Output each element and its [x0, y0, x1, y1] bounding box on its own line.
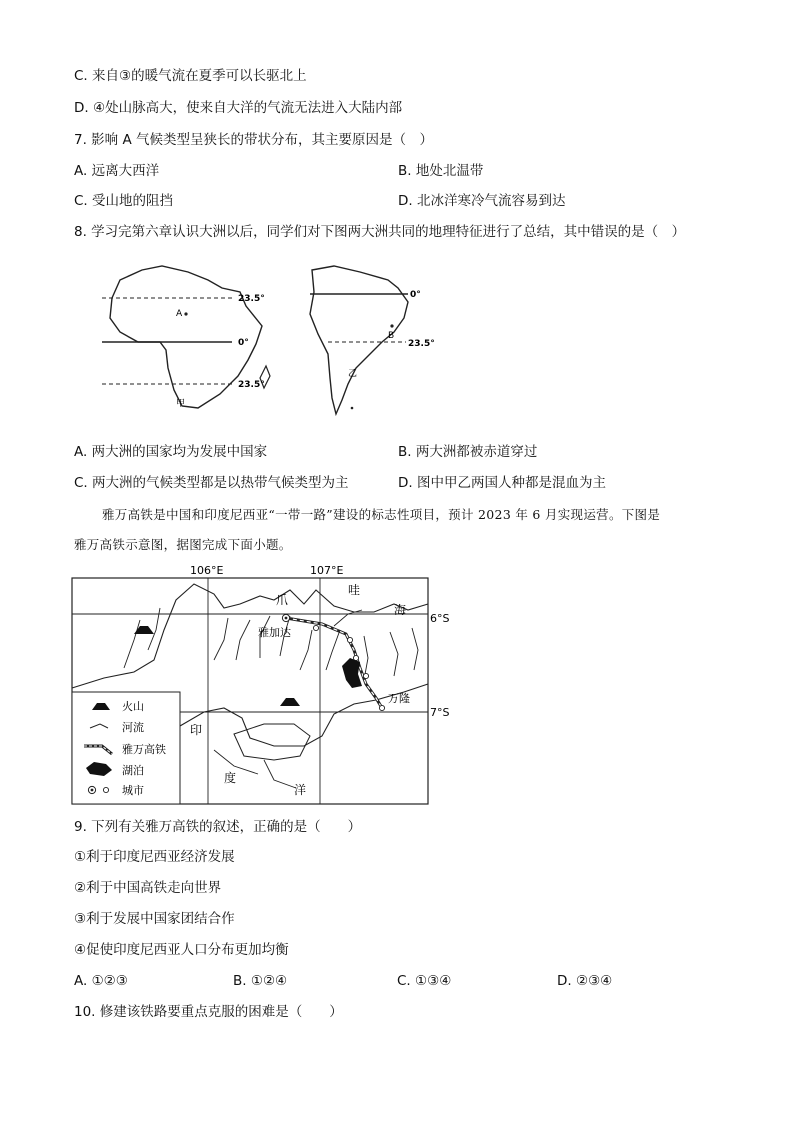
q8-option-a: A. 两大洲的国家均为发展中国家 — [74, 444, 268, 460]
city-marker — [347, 637, 352, 642]
lat-7s-label: 7°S — [430, 706, 450, 719]
volcano-icon — [280, 698, 300, 706]
q10-stem: 10. 修建该铁路要重点克服的困难是（ ） — [74, 1004, 343, 1020]
lake — [342, 658, 362, 688]
q8-stem: 8. 学习完第六章认识大洲以后，同学们对下图两大洲共同的地理特征进行了总结，其中错误的是（ ） — [74, 224, 686, 240]
rail-map — [64, 560, 450, 808]
q9-option-a: A. ①②③ — [74, 973, 128, 989]
south-america-point-b — [390, 324, 393, 327]
q6-option-c: C. 来自③的暖气流在夏季可以长驱北上 — [74, 68, 307, 84]
city-marker — [363, 673, 368, 678]
q7-option-b: B. 地处北温带 — [398, 163, 484, 179]
label-hai: 海 — [394, 603, 407, 617]
label-yang: 洋 — [294, 783, 307, 797]
label-wa: 哇 — [348, 583, 361, 597]
africa-point-a-label: A — [176, 309, 183, 319]
city-jakarta-label: 雅加达 — [258, 626, 291, 639]
q8-option-b: B. 两大洲都被赤道穿过 — [398, 444, 538, 460]
q9-statement-1: ①利于印度尼西亚经济发展 — [74, 849, 235, 865]
legend-volcano-label: 火山 — [122, 700, 144, 713]
q7-option-c: C. 受山地的阻挡 — [74, 193, 174, 209]
q9-statement-2: ②利于中国高铁走向世界 — [74, 880, 222, 896]
q9-statement-3: ③利于发展中国家团结合作 — [74, 911, 235, 927]
africa-point-a — [184, 312, 187, 315]
legend — [72, 692, 180, 804]
q9-option-b: B. ①②④ — [233, 973, 288, 989]
continent-map — [90, 258, 450, 423]
railway-line — [286, 618, 382, 708]
q9-statement-4: ④促使印度尼西亚人口分布更加均衡 — [74, 942, 289, 958]
passage-line-2: 雅万高铁示意图，据图完成下面小题。 — [74, 537, 292, 552]
q9-option-c: C. ①③④ — [397, 973, 452, 989]
legend-city-icon — [103, 787, 108, 792]
africa-south-tropic-label: 23.5° — [238, 380, 265, 390]
lon-107-label: 107°E — [310, 564, 344, 577]
legend-lake-label: 湖泊 — [122, 764, 144, 777]
africa-equator-label: 0° — [238, 338, 249, 348]
q7-stem: 7. 影响 A 气候类型呈狭长的带状分布，其主要原因是（ ） — [74, 132, 433, 148]
label-yin: 印 — [190, 723, 203, 737]
passage-line-1: 雅万高铁是中国和印度尼西亚“一带一路”建设的标志性项目，预计 2023 年 6 月实现运营。下图是 — [102, 507, 661, 522]
africa-point-jia-label: 甲 — [176, 399, 186, 409]
south-america-tropic-label: 23.5° — [408, 339, 435, 349]
city-marker — [313, 625, 318, 630]
south-america-point-b-label: B — [388, 331, 395, 341]
africa-north-tropic-label: 23.5° — [238, 294, 265, 304]
q9-option-d: D. ②③④ — [557, 973, 613, 989]
q8-option-d: D. 图中甲乙两国人种都是混血为主 — [398, 475, 606, 491]
label-zhua: 爪 — [276, 593, 289, 607]
q7-option-d: D. 北冰洋寒冷气流容易到达 — [398, 193, 566, 209]
legend-city-label: 城市 — [122, 784, 144, 797]
q6-option-d: D. ④处山脉高大，使来自大洋的气流无法进入大陆内部 — [74, 100, 403, 116]
volcano-icon — [134, 626, 154, 634]
q9-stem: 9. 下列有关雅万高铁的叙述，正确的是（ ） — [74, 819, 362, 835]
legend-river-label: 河流 — [122, 721, 144, 734]
lat-6s-label: 6°S — [430, 612, 450, 625]
q7-option-a: A. 远离大西洋 — [74, 163, 160, 179]
lon-106-label: 106°E — [190, 564, 224, 577]
city-bandung-label: 万隆 — [388, 692, 410, 705]
q8-option-c: C. 两大洲的气候类型都是以热带气候类型为主 — [74, 475, 349, 491]
south-america-equator-label: 0° — [410, 290, 421, 300]
legend-railway-label: 雅万高铁 — [122, 743, 166, 756]
city-bandung-marker — [379, 705, 384, 710]
south-america-point-yi-label: 乙 — [348, 369, 358, 379]
label-du: 度 — [224, 771, 237, 785]
